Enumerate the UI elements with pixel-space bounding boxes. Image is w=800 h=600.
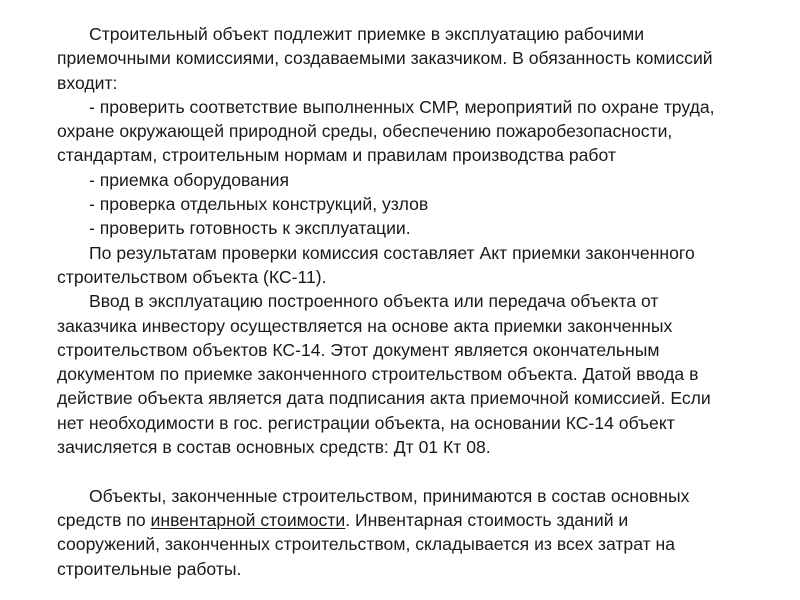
text-line: Строительный объект подлежит приемке в эксплуатацию рабочими	[89, 24, 645, 44]
paragraph-inventory-cost	[57, 484, 770, 581]
text-line: сооружений, законченных строительством, складывается из всех затрат на	[57, 534, 676, 555]
paragraph-acceptance-commissions	[57, 22, 770, 95]
text-line: нет необходимости в гос. регистрации объекта, на основании КС-14 объект	[57, 412, 675, 433]
text-line: действие объекта является дата подписания акта приемочной комиссией. Если	[57, 388, 711, 409]
text-line: приемочными комиссиями, создаваемыми заказчиком. В обязанность комиссий	[57, 48, 713, 69]
text-line: входит:	[57, 72, 118, 93]
list-item-readiness-check: - проверить готовность к эксплуатации.	[89, 218, 411, 239]
text-line: документом по приемке законченного строительством объекта. Датой ввода в	[57, 364, 699, 385]
text-fragment: . Инвентарная стоимость зданий и	[345, 509, 629, 530]
paragraph-commissioning-ks14	[57, 289, 770, 459]
list-item-structures-check: - проверка отдельных конструкций, узлов	[89, 194, 429, 215]
text-line: заказчика инвестору осуществляется на основе акта приемки законченных	[57, 315, 673, 336]
list-item-equipment-acceptance: - приемка оборудования	[89, 169, 290, 190]
inventory-cost-link[interactable]: инвентарной стоимости	[150, 509, 346, 530]
text-line: - проверить соответствие выполненных СМР, мероприятий по охране труда,	[89, 96, 715, 117]
text-line	[57, 508, 770, 532]
text-line: Ввод в эксплуатацию построенного объекта или передача объекта от	[89, 291, 659, 312]
text-line: зачисляется в состав основных средств: Дт 01 Кт 08.	[57, 437, 491, 458]
text-fragment: средств по	[57, 509, 151, 530]
text-line: охране окружающей природной среды, обеспечению пожаробезопасности,	[57, 121, 673, 142]
text-line: строительством объектов КС-14. Этот документ является окончательным	[57, 339, 660, 360]
list-item-check-compliance	[57, 95, 770, 168]
text-line: строительством объекта (КС-11).	[57, 266, 327, 287]
text-line: По результатам проверки комиссия составляет Акт приемки законченного	[89, 242, 695, 263]
paragraph-ks11-act	[57, 241, 770, 290]
text-line: Объекты, законченные строительством, принимаются в состав основных	[89, 485, 690, 506]
text-line: стандартам, строительным нормам и правилам производства работ	[57, 145, 616, 166]
text-line: строительные работы.	[57, 558, 242, 579]
paragraph-spacer	[57, 459, 770, 483]
